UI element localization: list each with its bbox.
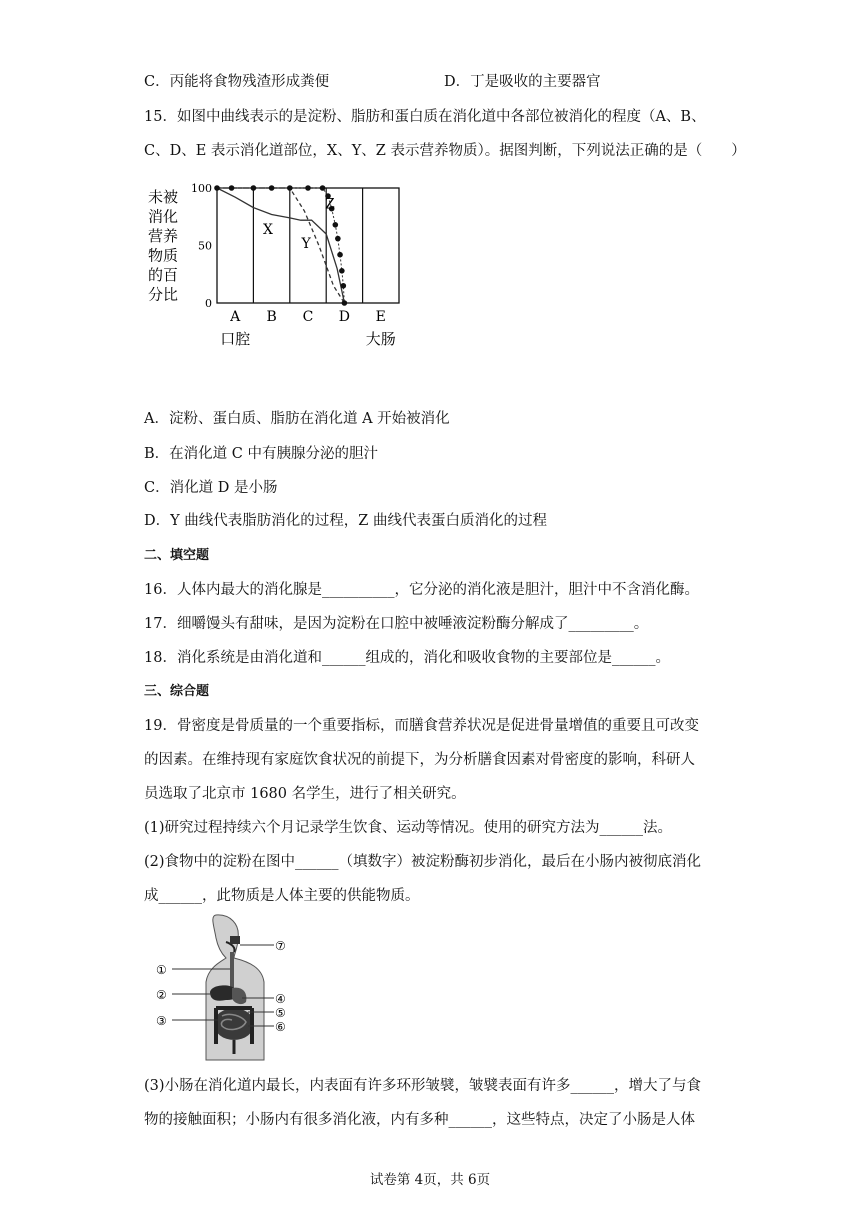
category-label-A: A [230, 309, 241, 325]
category-label-B: B [266, 309, 277, 325]
series-point-Z [335, 236, 341, 242]
q15-stem-1: 15．如图中曲线表示的是淀粉、脂肪和蛋白质在消化道中各部位被消化的程度（A、B、 [144, 109, 706, 125]
series-point-Z [337, 252, 343, 258]
page-footer: 试卷第 4页，共 6页 [369, 1172, 491, 1188]
series-point-Z [342, 300, 348, 306]
q15-option-b: B．在消化道 C 中有胰腺分泌的胆汁 [144, 446, 378, 462]
category-sublabel-E: 大肠 [365, 330, 396, 348]
digestive-system-figure [150, 912, 310, 1062]
y-tick-label: 100 [191, 182, 212, 195]
series-label-Z: Z [324, 196, 335, 213]
q19-stem-3: 员选取了北京市 1680 名学生，进行了相关研究。 [144, 786, 466, 802]
section-comprehensive: 三、综合题 [144, 684, 210, 699]
label-1: ① [156, 963, 167, 977]
q17: 17．细嚼馒头有甜味，是因为淀粉在口腔中被唾液淀粉酶分解成了_________。 [144, 616, 649, 632]
label-5: ⑤ [275, 1006, 286, 1020]
q14-option-d: D．丁是吸收的主要器官 [444, 74, 601, 90]
label-2: ② [156, 988, 167, 1002]
category-label-D: D [338, 309, 351, 325]
series-point-Z [287, 185, 293, 191]
y-axis-label-line: 消化 [148, 207, 179, 226]
series-point-Z [339, 268, 345, 274]
q16: 16．人体内最大的消化腺是__________，它分泌的消化液是胆汁，胆汁中不含消化酶。 [144, 582, 699, 598]
y-axis-label [148, 188, 178, 304]
y-axis-label-line: 营养 [148, 227, 179, 245]
y-axis-label-line: 的百 [148, 266, 179, 284]
y-tick-label: 0 [205, 297, 212, 310]
q15-option-d: D．Y 曲线代表脂肪消化的过程，Z 曲线代表蛋白质消化的过程 [144, 513, 547, 529]
digestion-chart [140, 180, 410, 360]
category-label-C: C [302, 309, 314, 325]
series-point-Z [305, 185, 311, 191]
label-6: ⑥ [275, 1020, 286, 1034]
y-axis-label-line: 物质 [148, 246, 179, 265]
q15-stem-2: C、D、E 表示消化道部位，X、Y、Z 表示营养物质）。据图判断，下列说法正确的是（ ） [144, 143, 746, 159]
series-point-Z [229, 185, 235, 191]
series-point-Z [214, 185, 220, 191]
series-point-Z [251, 185, 257, 191]
label-7: ⑦ [275, 939, 286, 953]
y-tick-label: 50 [198, 239, 212, 253]
series-label-Y: Y [301, 235, 311, 252]
q15-option-a: A．淀粉、蛋白质、脂肪在消化道 A 开始被消化 [144, 411, 450, 427]
y-axis-label-line: 未被 [148, 188, 179, 206]
series-point-Z [333, 222, 339, 228]
label-3: ③ [156, 1014, 167, 1028]
series-point-Z [320, 185, 326, 191]
q19-stem-2: 的因素。在维持现有家庭饮食状况的前提下，为分析膳食因素对骨密度的影响，科研人 [144, 752, 695, 768]
category-label-E: E [375, 309, 386, 325]
q18: 18．消化系统是由消化道和______组成的，消化和吸收食物的主要部位是______。 [144, 650, 670, 666]
q19-part2-line2: 成______，此物质是人体主要的供能物质。 [144, 888, 420, 904]
q15-option-c: C．消化道 D 是小肠 [144, 480, 278, 496]
q19-part2-line1: (2)食物中的淀粉在图中______（填数字）被淀粉酶初步消化，最后在小肠内被彻底消化 [144, 854, 702, 870]
y-axis-label-line: 分比 [148, 285, 179, 304]
label-4: ④ [275, 992, 286, 1006]
q14-option-c: C．丙能将食物残渣形成粪便 [144, 74, 330, 90]
series-point-Z [269, 185, 275, 191]
category-sublabel-A: 口腔 [220, 330, 251, 348]
series-label-X: X [262, 222, 273, 238]
q19-stem-1: 19．骨密度是骨质量的一个重要指标，而膳食营养状况是促进骨量增值的重要且可改变 [144, 718, 699, 734]
series-point-Z [341, 283, 347, 289]
q19-part1: (1)研究过程持续六个月记录学生饮食、运动等情况。使用的研究方法为______法。 [144, 820, 673, 836]
q19-part3-line1: (3)小肠在消化道内最长，内表面有许多环形皱襞，皱襞表面有许多______，增大了与食 [144, 1078, 702, 1094]
q19-part3-line2: 物的接触面积；小肠内有很多消化液，内有多种______，这些特点，决定了小肠是人体 [144, 1112, 695, 1128]
section-fill-blank: 二、填空题 [144, 548, 210, 563]
